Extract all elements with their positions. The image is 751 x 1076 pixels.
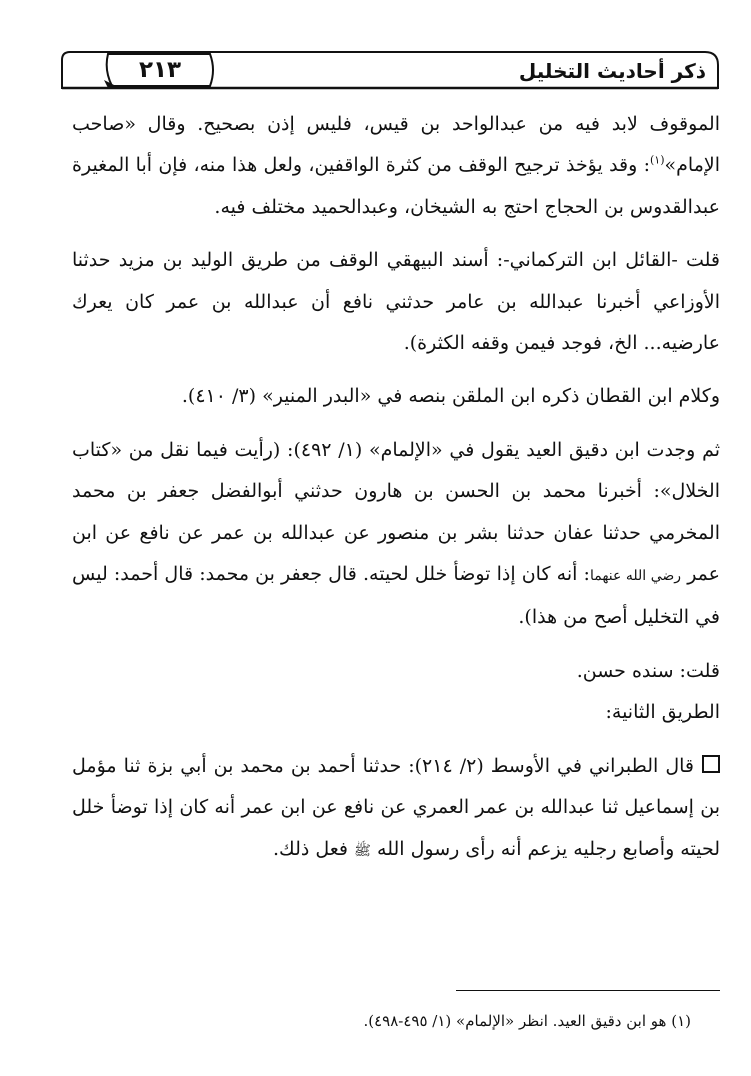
paragraph-7-text-a: قال الطبراني في الأوسط (٢/ ٢١٤): حدثنا أحمد بن محمد بن أبي بزة ثنا مؤمل بن إسماعيل ثنا عبدالله بن عمر العمري عن نافع عن ابن عمر أنه كان إذا توضأ خلل لحيته وأصابع رجليه يزعم أنه رأى رسول الله (72, 754, 720, 860)
paragraph-4 (72, 430, 720, 639)
footnote-text: هو ابن دقيق العيد. انظر «الإلمام» (١/ ٤٩٥-٤٩٨). (363, 1012, 667, 1030)
paragraph-4-text-a: ثم وجدت ابن دقيق العيد يقول في «الإلمام» (١/ ٤٩٢): (رأيت فيما نقل من «كتاب الخلال»: أخبرنا محمد بن الحسن بن هارون حدثني أبوالفضل جعفر بن محمد المخرمي حدثنا عفان حدثنا بشر بن منصور عن عبدالله بن عمر عن نافع عن ابن عمر (72, 438, 720, 586)
paragraph-1-text-b: : وقد يؤخذ ترجيح الوقف من كثرة الواقفين، ولعل هذا منه، فإن أبا المغيرة عبدالقدوس بن الحجاج احتج به الشيخان، وعبدالحميد مختلف فيه. (72, 154, 720, 218)
salawat-glyph: ﷺ (354, 842, 371, 859)
footnote-divider (456, 990, 720, 991)
footnote-reference: (١) (650, 154, 665, 168)
section-heading: الطريق الثانية: (605, 701, 720, 724)
paragraph-3: وكلام ابن القطان ذكره ابن الملقن بنصه في «البدر المنير» (٣/ ٤١٠). (181, 385, 720, 408)
footnote (60, 1009, 691, 1033)
page-header (60, 50, 720, 90)
running-title: ذكر أحاديث التخليل (518, 59, 706, 83)
paragraph-1-text-a: الموقوف لابد فيه من عبدالواحد بن قيس، فليس إذن بصحيح. وقال «صاحب الإمام» (72, 113, 720, 177)
page-body (72, 104, 720, 872)
square-bullet-icon (702, 755, 720, 773)
paragraph-7-text-b: فعل ذلك. (273, 837, 348, 860)
footnote-marker: (١) (671, 1012, 691, 1030)
page-number: ٢١٣ (138, 57, 182, 83)
paragraph-2: قلت -القائل ابن التركماني-: أسند البيهقي الوقف من طريق الوليد بن مزيد حدثنا الأوزاعي أخبرنا عبدالله بن عامر حدثني نافع أن عبدالله بن عمر كان يعرك عارضيه... الخ، فوجد فيمن وقفه الكثرة). (72, 249, 720, 355)
paragraph-7 (72, 746, 720, 872)
honorific-glyph: رضي الله عنهما (589, 568, 682, 585)
paragraph-4-text-b: : أنه كان إذا توضأ خلل لحيته. قال جعفر بن محمد: قال أحمد: ليس في التخليل أصح من هذا). (72, 563, 720, 629)
paragraph-1 (72, 104, 720, 228)
paragraph-5: قلت: سنده حسن. (576, 659, 720, 682)
